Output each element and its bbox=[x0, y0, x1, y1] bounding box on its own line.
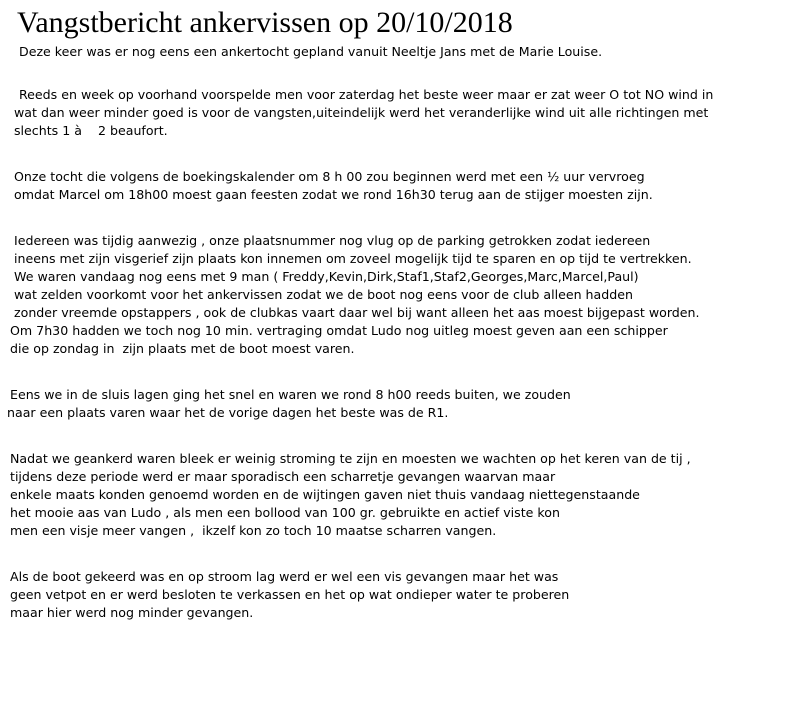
paragraph-schedule-line-1: Onze tocht die volgens de boekingskalender om 8 h 00 zou beginnen werd met een ½ uur vervroeg bbox=[14, 169, 645, 184]
paragraph-crew-line-6: Om 7h30 hadden we toch nog 10 min. vertraging omdat Ludo nog uitleg moest geven aan een schipper bbox=[10, 323, 668, 338]
paragraph-crew-line-5: zonder vreemde opstappers , ook de clubkas vaart daar wel bij want alleen het aas moest bijgepast worden. bbox=[14, 305, 700, 320]
paragraph-catch-line-5: men een visje meer vangen , ikzelf kon zo toch 10 maatse scharren vangen. bbox=[10, 523, 497, 538]
paragraph-weather-line-1: Reeds en week op voorhand voorspelde men voor zaterdag het beste weer maar er zat weer O tot NO wind in bbox=[19, 87, 714, 102]
paragraph-intro-line-1: Deze keer was er nog eens een ankertocht gepland vanuit Neeltje Jans met de Marie Louise. bbox=[19, 44, 603, 59]
paragraph-crew-line-4: wat zelden voorkomt voor het ankervissen zodat we de boot nog eens voor de club alleen hadden bbox=[14, 287, 633, 302]
paragraph-catch-line-1: Nadat we geankerd waren bleek er weinig stroming te zijn en moesten we wachten op het keren van de tij , bbox=[10, 451, 691, 466]
paragraph-lock-line-2: naar een plaats varen waar het de vorige dagen het beste was de R1. bbox=[7, 405, 449, 420]
paragraph-weather-line-2: wat dan weer minder goed is voor de vangsten,uiteindelijk werd het veranderlijke wind uit alle richtingen met bbox=[14, 105, 709, 120]
paragraph-end-line-1: Als de boot gekeerd was en op stroom lag werd er wel een vis gevangen maar het was bbox=[10, 569, 559, 584]
paragraph-crew-line-3: We waren vandaag nog eens met 9 man ( Freddy,Kevin,Dirk,Staf1,Staf2,Georges,Marc,Marcel,Paul) bbox=[14, 269, 639, 284]
paragraph-lock-line-1: Eens we in de sluis lagen ging het snel en waren we rond 8 h00 reeds buiten, we zouden bbox=[10, 387, 571, 402]
document-title: Vangstbericht ankervissen op 20/10/2018 bbox=[17, 6, 513, 39]
paragraph-catch-line-3: enkele maats konden genoemd worden en de wijtingen gaven niet thuis vandaag niettegenstaande bbox=[10, 487, 640, 502]
paragraph-catch-line-2: tijdens deze periode werd er maar sporadisch een scharretje gevangen waarvan maar bbox=[10, 469, 556, 484]
paragraph-crew-line-2: ineens met zijn visgerief zijn plaats kon innemen om zoveel mogelijk tijd te sparen en op tijd te vertrekken. bbox=[14, 251, 692, 266]
paragraph-end-line-2: geen vetpot en er werd besloten te verkassen en het op wat ondieper water te proberen bbox=[10, 587, 570, 602]
paragraph-end-line-3: maar hier werd nog minder gevangen. bbox=[10, 605, 254, 620]
paragraph-catch-line-4: het mooie aas van Ludo , als men een bollood van 100 gr. gebruikte en actief viste kon bbox=[10, 505, 560, 520]
paragraph-crew-line-7: die op zondag in zijn plaats met de boot moest varen. bbox=[10, 341, 355, 356]
paragraph-schedule-line-2: omdat Marcel om 18h00 moest gaan feesten zodat we rond 16h30 terug aan de stijger moesten zijn. bbox=[14, 187, 653, 202]
paragraph-weather-line-3: slechts 1 à 2 beaufort. bbox=[14, 123, 168, 138]
paragraph-crew-line-1: Iedereen was tijdig aanwezig , onze plaatsnummer nog vlug op de parking getrokken zodat iedereen bbox=[14, 233, 651, 248]
